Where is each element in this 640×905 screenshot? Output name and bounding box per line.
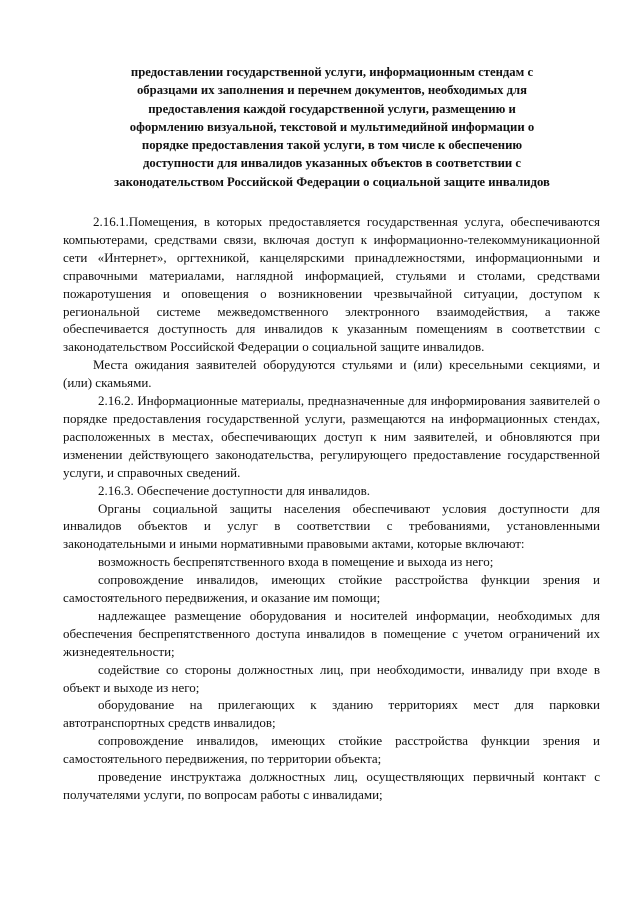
list-item: сопровождение инвалидов, имеющих стойкие расстройства функции зрения и самостоятельного передвижения, и оказание им помощи; [63,572,600,606]
heading-line: законодательством Российской Федерации о социальной защите инвалидов [114,174,550,189]
heading-line: доступности для инвалидов указанных объектов в соответствии с [142,156,522,171]
paragraph-2-16-2: 2.16.2. Информационные материалы, предназначенные для информирования заявителей о порядке предоставления государственной услуги, размещаются на информационных стендах, расположенных в местах, обеспечивающих доступ к ним заявителей, и обновляются при изменении действующего законодательства, регулирующего предоставление государственной услуги, и справочных сведений. [63,393,600,480]
paragraph-2-16-1: 2.16.1.Помещения, в которых предоставляется государственная услуга, обеспечиваются компьютерами, средствами связи, включая доступ к информационно-телекоммуникационной сети «Интернет», оргтехникой, канцелярскими принадлежностями, информационными и справочными материалами, наглядной информацией, стульями и столами, средствами пожаротушения и оповещения о возникновении чрезвычайной ситуации, доступом к региональной системе межведомственного электронного взаимодействия, а также обеспечивается доступность для инвалидов к указанным помещениям в соответствии с законодательством Российской Федерации о социальной защите инвалидов. [63,214,600,355]
list-item: возможность беспрепятственного входа в помещение и выхода из него; [98,554,494,570]
list-item: содействие со стороны должностных лиц, при необходимости, инвалиду при входе в объект и выходе из него; [63,661,600,695]
section-heading [62,63,602,191]
list-item: надлежащее размещение оборудования и носителей информации, необходимых для обеспечения беспрепятственного доступа инвалидов в помещение с учетом ограничений их жизнедеятельности; [63,607,600,659]
paragraph-social-protection: Органы социальной защиты населения обеспечивают условия доступности для инвалидов объектов и услуг в соответствии с требованиями, установленными законодательными и иными нормативными правовыми актами, которые включают: [63,500,600,552]
heading-line: предоставлении государственной услуги, информационным стендам с [130,65,534,79]
list-item: сопровождение инвалидов, имеющих стойкие расстройства функции зрения и самостоятельного передвижения, по территории объекта; [63,733,600,767]
paragraph-waiting-areas: Места ожидания заявителей оборудуются стульями и (или) кресельными секциями, и (или) скамьями. [63,357,600,391]
heading-line: образцами их заполнения и перечнем документов, необходимых для [136,83,528,98]
document-body [63,213,600,804]
heading-line: порядке предоставления такой услуги, в том числе к обеспечению [141,138,523,153]
list-item: оборудование на прилегающих к зданию территориях мест для парковки автотранспортных средств инвалидов; [63,697,600,731]
list-item: проведение инструктажа должностных лиц, осуществляющих первичный контакт с получателями услуги, по вопросам работы с инвалидами; [63,769,600,802]
paragraph-2-16-3: 2.16.3. Обеспечение доступности для инвалидов. [98,482,370,498]
heading-line: оформлению визуальной, текстовой и мультимедийной информации о [129,119,535,134]
heading-line: предоставления каждой государственной услуги, размещению и [148,101,516,116]
